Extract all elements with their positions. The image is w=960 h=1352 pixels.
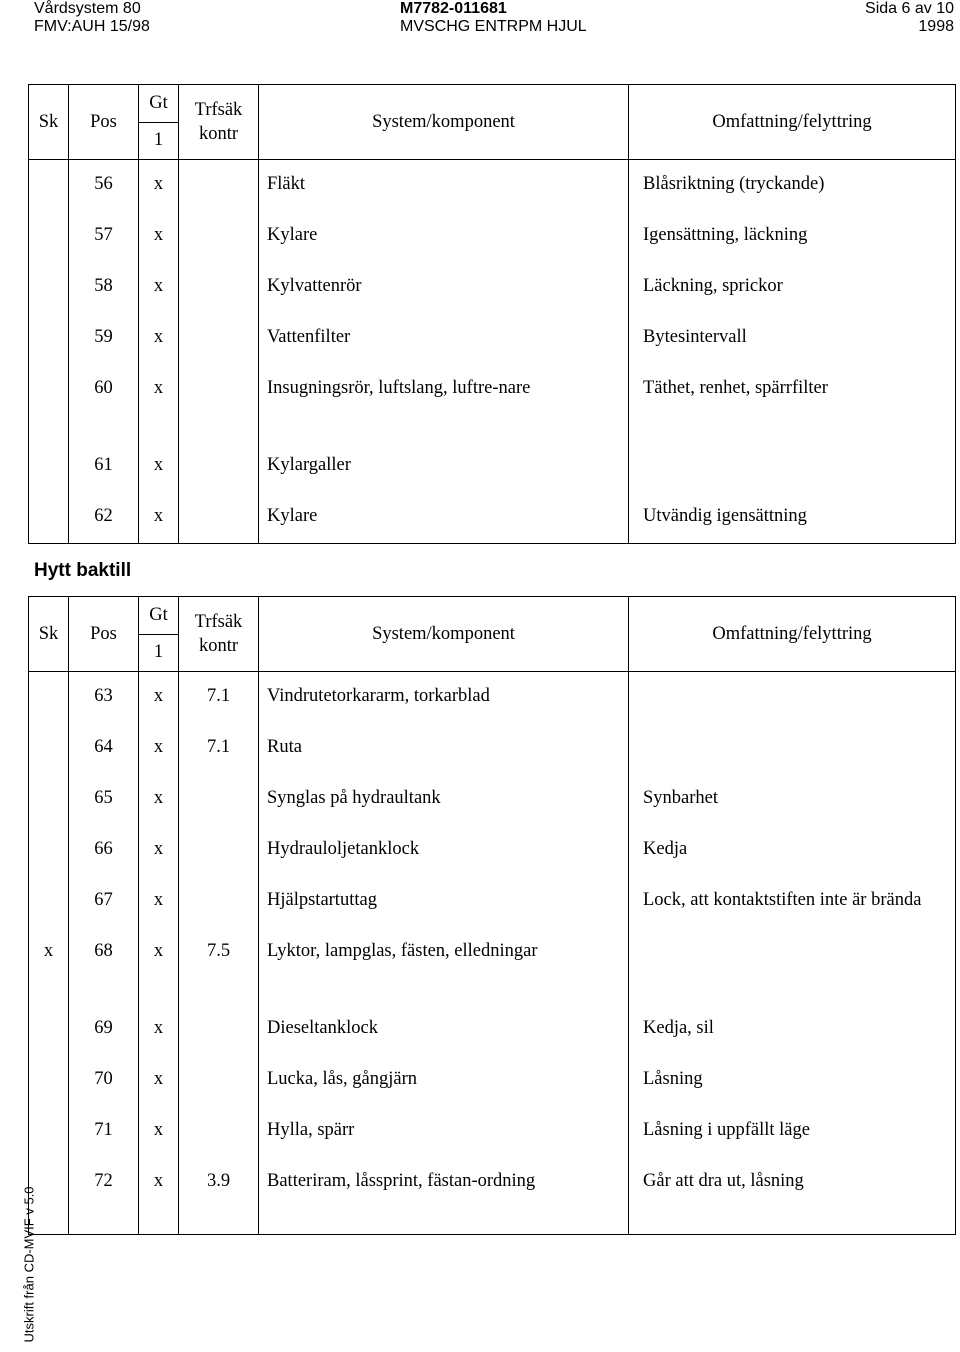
col-sk-header: Sk	[29, 597, 69, 672]
cell-trfsak	[179, 262, 259, 313]
cell-system: Kylargaller	[259, 441, 629, 492]
cell-pos: 67	[69, 876, 139, 927]
cell-trfsak: 7.1	[179, 672, 259, 724]
print-source-note: Utskrift från CD-MVIF v 5.0	[21, 1186, 37, 1343]
cell-sk	[29, 1004, 69, 1055]
cell-sk	[29, 160, 69, 212]
cell-sk	[29, 313, 69, 364]
cell-trfsak	[179, 211, 259, 262]
table-row	[29, 160, 956, 212]
cell-sk	[29, 774, 69, 825]
cell-pos: 70	[69, 1055, 139, 1106]
cell-pos: 71	[69, 1106, 139, 1157]
cell-pos: 69	[69, 1004, 139, 1055]
cell-pos: 65	[69, 774, 139, 825]
table-row	[29, 441, 956, 492]
col-trfsak-header: Trfsäk kontr	[179, 85, 259, 160]
table-row	[29, 262, 956, 313]
cell-pos: 61	[69, 441, 139, 492]
header-center	[400, 0, 620, 36]
section-title: Hytt baktill	[34, 560, 132, 581]
document-year: 1998	[918, 18, 954, 35]
cell-system: Fläkt	[259, 160, 629, 212]
col-omfattning-header: Omfattning/felyttring	[629, 597, 956, 672]
table-row	[29, 492, 956, 544]
cell-system: Kylvattenrör	[259, 262, 629, 313]
cell-trfsak	[179, 441, 259, 492]
cell-omfattning: Synbarhet	[629, 774, 956, 825]
cell-sk	[29, 492, 69, 544]
cell-trfsak	[179, 364, 259, 441]
cell-system: Lucka, lås, gångjärn	[259, 1055, 629, 1106]
cell-trfsak	[179, 1004, 259, 1055]
cell-sk	[29, 364, 69, 441]
cell-gt: x	[139, 364, 179, 441]
col-gt-header: Gt 1	[139, 597, 179, 672]
cell-trfsak	[179, 1055, 259, 1106]
cell-gt: x	[139, 774, 179, 825]
cell-pos: 66	[69, 825, 139, 876]
cell-system: Hjälpstartuttag	[259, 876, 629, 927]
table-row	[29, 825, 956, 876]
cell-sk	[29, 723, 69, 774]
cell-pos: 56	[69, 160, 139, 212]
cell-gt: x	[139, 1055, 179, 1106]
cell-gt: x	[139, 672, 179, 724]
cell-gt: x	[139, 313, 179, 364]
cell-system: Dieseltanklock	[259, 1004, 629, 1055]
cell-sk	[29, 262, 69, 313]
cell-pos: 63	[69, 672, 139, 724]
table-row	[29, 1004, 956, 1055]
cell-omfattning: Täthet, renhet, spärrfilter	[629, 364, 956, 441]
cell-trfsak	[179, 492, 259, 544]
cell-gt: x	[139, 492, 179, 544]
cell-pos: 57	[69, 211, 139, 262]
cell-system: Vindrutetorkararm, torkarblad	[259, 672, 629, 724]
inspection-table-1	[28, 84, 956, 544]
cell-gt: x	[139, 1157, 179, 1235]
cell-trfsak: 7.5	[179, 927, 259, 1004]
cell-omfattning: Läckning, sprickor	[629, 262, 956, 313]
cell-system: Kylare	[259, 492, 629, 544]
cell-omfattning: Igensättning, läckning	[629, 211, 956, 262]
header-left	[34, 0, 150, 36]
col-gt-header: Gt 1	[139, 85, 179, 160]
cell-pos: 59	[69, 313, 139, 364]
document-number: M7782-011681	[400, 0, 507, 17]
cell-omfattning: Lock, att kontaktstiften inte är brända	[629, 876, 956, 927]
cell-sk	[29, 1106, 69, 1157]
cell-omfattning: Går att dra ut, låsning	[629, 1157, 956, 1235]
col-sk-header: Sk	[29, 85, 69, 160]
cell-system: Kylare	[259, 211, 629, 262]
cell-omfattning	[629, 441, 956, 492]
cell-trfsak	[179, 825, 259, 876]
table-row	[29, 1106, 956, 1157]
cell-gt: x	[139, 160, 179, 212]
table-header-row	[29, 85, 956, 160]
cell-gt: x	[139, 927, 179, 1004]
cell-omfattning: Låsning	[629, 1055, 956, 1106]
cell-system: Hylla, spärr	[259, 1106, 629, 1157]
cell-sk	[29, 876, 69, 927]
cell-gt: x	[139, 825, 179, 876]
col-omfattning-header: Omfattning/felyttring	[629, 85, 956, 160]
cell-gt: x	[139, 876, 179, 927]
cell-sk	[29, 441, 69, 492]
cell-omfattning	[629, 927, 956, 1004]
cell-omfattning: Låsning i uppfällt läge	[629, 1106, 956, 1157]
cell-system: Lyktor, lampglas, fästen, elledningar	[259, 927, 629, 1004]
cell-trfsak	[179, 774, 259, 825]
cell-gt: x	[139, 262, 179, 313]
table-row	[29, 364, 956, 441]
cell-trfsak	[179, 876, 259, 927]
system-name: Vårdsystem 80	[34, 0, 141, 17]
cell-sk	[29, 211, 69, 262]
cell-system: Vattenfilter	[259, 313, 629, 364]
cell-omfattning	[629, 723, 956, 774]
table-row	[29, 1157, 956, 1235]
cell-sk	[29, 825, 69, 876]
cell-system: Synglas på hydraultank	[259, 774, 629, 825]
cell-system: Hydrauloljetanklock	[259, 825, 629, 876]
cell-omfattning: Kedja, sil	[629, 1004, 956, 1055]
document-subject: MVSCHG ENTRPM HJUL	[400, 18, 587, 35]
table-row	[29, 211, 956, 262]
cell-sk: x	[29, 927, 69, 1004]
table-row	[29, 876, 956, 927]
cell-gt: x	[139, 441, 179, 492]
col-pos-header: Pos	[69, 85, 139, 160]
col-pos-header: Pos	[69, 597, 139, 672]
cell-pos: 62	[69, 492, 139, 544]
cell-pos: 72	[69, 1157, 139, 1235]
col-system-header: System/komponent	[259, 597, 629, 672]
cell-sk	[29, 1055, 69, 1106]
table-row	[29, 723, 956, 774]
table-row	[29, 1055, 956, 1106]
table-row	[29, 672, 956, 724]
cell-sk	[29, 672, 69, 724]
table-row	[29, 927, 956, 1004]
cell-system: Ruta	[259, 723, 629, 774]
document-ref: FMV:AUH 15/98	[34, 18, 150, 35]
inspection-table-2	[28, 596, 956, 1235]
cell-trfsak: 3.9	[179, 1157, 259, 1235]
cell-system: Insugningsrör, luftslang, luftre-nare	[259, 364, 629, 441]
cell-gt: x	[139, 211, 179, 262]
col-system-header: System/komponent	[259, 85, 629, 160]
table-row	[29, 313, 956, 364]
cell-omfattning: Blåsriktning (tryckande)	[629, 160, 956, 212]
cell-pos: 60	[69, 364, 139, 441]
cell-pos: 58	[69, 262, 139, 313]
cell-pos: 64	[69, 723, 139, 774]
cell-gt: x	[139, 1106, 179, 1157]
table-header-row	[29, 597, 956, 672]
cell-pos: 68	[69, 927, 139, 1004]
cell-gt: x	[139, 1004, 179, 1055]
header-right	[865, 0, 954, 36]
cell-trfsak	[179, 1106, 259, 1157]
cell-omfattning: Utvändig igensättning	[629, 492, 956, 544]
cell-trfsak	[179, 160, 259, 212]
cell-trfsak	[179, 313, 259, 364]
table-row	[29, 774, 956, 825]
cell-omfattning	[629, 672, 956, 724]
page-indicator: Sida 6 av 10	[865, 0, 954, 17]
cell-gt: x	[139, 723, 179, 774]
cell-omfattning: Kedja	[629, 825, 956, 876]
cell-omfattning: Bytesintervall	[629, 313, 956, 364]
cell-trfsak: 7.1	[179, 723, 259, 774]
col-trfsak-header: Trfsäk kontr	[179, 597, 259, 672]
cell-system: Batteriram, låssprint, fästan-ordning	[259, 1157, 629, 1235]
